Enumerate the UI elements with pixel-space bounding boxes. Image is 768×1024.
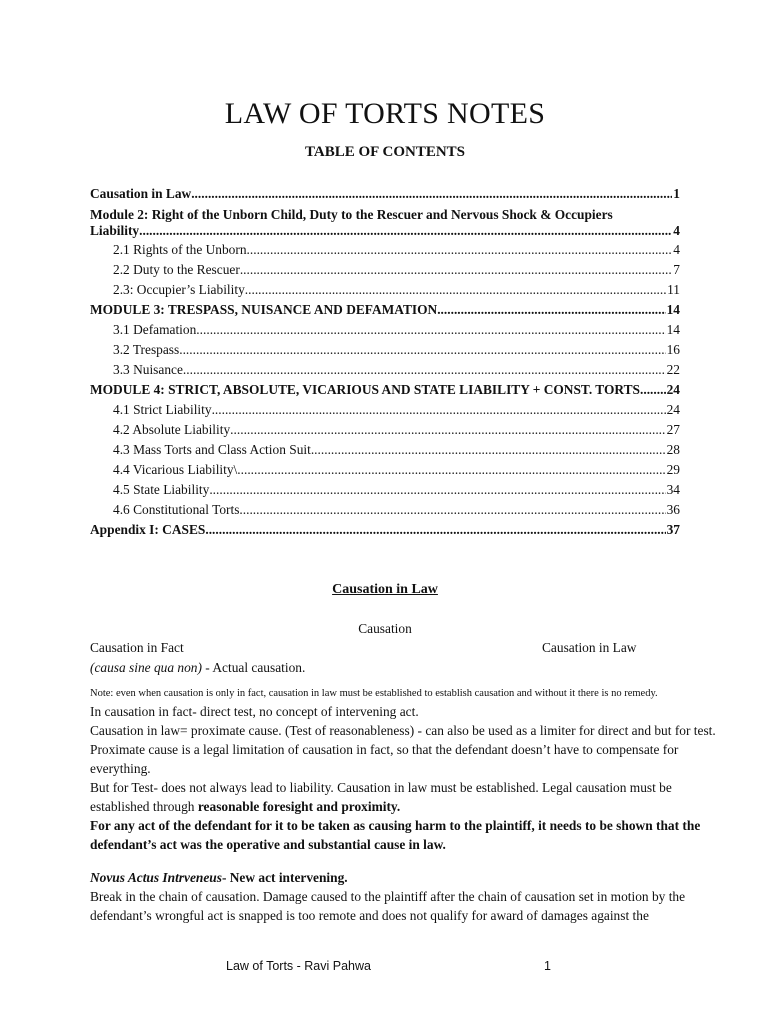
toc-entry-label: Liability <box>90 223 140 238</box>
toc-entry-page: 14 <box>666 322 680 337</box>
causation-in-law-label: Causation in Law <box>542 640 637 655</box>
table-of-contents <box>90 186 680 542</box>
toc-entry-page: 28 <box>666 442 680 457</box>
section-body <box>90 658 730 925</box>
toc-entry-label: MODULE 4: STRICT, ABSOLUTE, VICARIOUS AND STATE LIABILITY + CONST. TORTS <box>90 382 640 397</box>
toc-entry[interactable] <box>90 482 680 502</box>
causation-label: Causation <box>358 621 412 636</box>
toc-entry-label: 4.3 Mass Torts and Class Action Suit <box>113 442 311 457</box>
toc-entry[interactable] <box>90 342 680 362</box>
toc-entry-label: 4.1 Strict Liability <box>113 402 212 417</box>
toc-entry-page: 29 <box>666 462 680 477</box>
toc-entry-label: 3.2 Trespass <box>113 342 180 357</box>
toc-entry-page: 36 <box>666 502 680 517</box>
footer-text: Law of Torts - Ravi Pahwa <box>226 959 371 973</box>
document-page <box>90 0 716 1024</box>
latin-line <box>90 658 730 677</box>
toc-entry-page: 24 <box>666 382 680 397</box>
toc-entry-page: 37 <box>666 522 680 537</box>
toc-entry[interactable] <box>90 422 680 442</box>
toc-entry-label: 4.2 Absolute Liability <box>113 422 231 437</box>
toc-entry-label: 2.3: Occupier’s Liability <box>113 282 245 297</box>
toc-entry-page: 11 <box>667 282 680 297</box>
latin-phrase: (causa sine qua non) <box>90 660 202 675</box>
toc-entry-label: MODULE 3: TRESPASS, NUISANCE AND DEFAMATION <box>90 302 438 317</box>
toc-heading: TABLE OF CONTENTS <box>304 144 466 160</box>
toc-entry[interactable] <box>90 502 680 522</box>
toc-entry[interactable] <box>90 442 680 462</box>
toc-entry[interactable] <box>90 322 680 342</box>
toc-entry-page: 16 <box>666 342 680 357</box>
toc-entry-line1[interactable]: Module 2: Right of the Unborn Child, Duty to the Rescuer and Nervous Shock & Occupiers <box>90 207 613 222</box>
toc-entry-label: Appendix I: CASES <box>90 522 206 537</box>
toc-entry[interactable] <box>90 362 680 382</box>
toc-entry[interactable] <box>90 402 680 422</box>
toc-entry-page: 27 <box>666 422 680 437</box>
note-text: Note: even when causation is only in fact, causation in law must be established to establish causation and without it there is no remedy. <box>90 688 658 699</box>
section-heading: Causation in Law <box>332 582 438 597</box>
toc-entry-label: 4.6 Constitutional Torts <box>113 502 240 517</box>
toc-entry[interactable] <box>90 282 680 302</box>
document-title: LAW OF TORTS NOTES <box>224 97 546 130</box>
toc-entry-label: Causation in Law <box>90 186 192 201</box>
paragraph-bold: For any act of the defendant for it to be taken as causing harm to the plaintiff, it needs to be shown that the defendant’s act was the operative and substantial cause in law. <box>90 818 701 852</box>
toc-entry-label: 3.1 Defamation <box>113 322 197 337</box>
toc-entry[interactable] <box>90 262 680 282</box>
toc-entry-page: 7 <box>673 262 680 277</box>
toc-entry-label: 4.4 Vicarious Liability\ <box>113 462 238 477</box>
toc-entry-label: 3.3 Nuisance <box>113 362 183 377</box>
footer-page-number: 1 <box>544 959 551 973</box>
toc-entry-label: 4.5 State Liability <box>113 482 210 497</box>
toc-entry[interactable] <box>90 522 680 542</box>
latin-suffix: - Actual causation. <box>201 660 306 675</box>
toc-entry-page: 4 <box>673 223 680 238</box>
toc-entry-page: 4 <box>673 242 680 257</box>
toc-entry[interactable] <box>90 462 680 482</box>
toc-entry[interactable] <box>90 242 680 262</box>
toc-entry-page: 34 <box>666 482 680 497</box>
toc-entry[interactable] <box>90 382 680 402</box>
paragraph: Break in the chain of causation. Damage caused to the plaintiff after the chain of causation set in motion by the defendant’s wrongful act is snapped is too remote and does not qualify for award of damages against the <box>90 889 686 923</box>
toc-entry-label: 2.1 Rights of the Unborn <box>113 242 247 257</box>
paragraph: But for Test- does not always lead to liability. Causation in law must be established. Legal causation must be established through reasonable foresight and proximity. <box>90 780 672 814</box>
paragraph: Causation in law= proximate cause. (Test of reasonableness) - can also be used as a limiter for direct and but for test. Proximate cause is a legal limitation of causation in fact, so that the defendant doesn’t have to compensate for everything. <box>90 723 716 776</box>
paragraph: In causation in fact- direct test, no concept of intervening act. <box>90 704 419 719</box>
toc-entry[interactable] <box>90 186 680 206</box>
toc-entry[interactable] <box>90 223 680 242</box>
novus-heading: Novus Actus Intrveneus- New act intervening. <box>90 870 348 885</box>
toc-entry-page: 1 <box>673 186 680 201</box>
toc-entry-page: 22 <box>666 362 680 377</box>
toc-entry-page: 14 <box>666 302 680 317</box>
toc-entry-label: 2.2 Duty to the Rescuer <box>113 262 240 277</box>
toc-entry-page: 24 <box>666 402 680 417</box>
causation-in-fact-label: Causation in Fact <box>90 640 184 655</box>
toc-entry[interactable] <box>90 302 680 322</box>
